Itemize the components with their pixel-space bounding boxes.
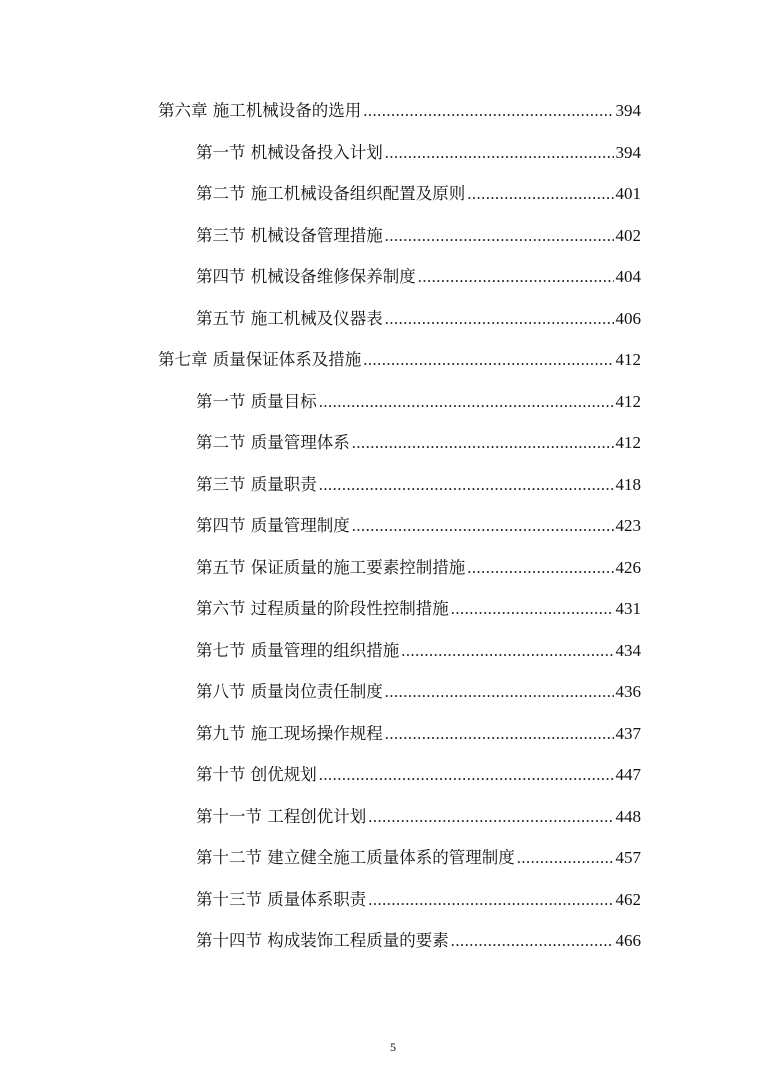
- toc-section-entry[interactable]: [158, 305, 641, 347]
- toc-section-entry[interactable]: [158, 595, 641, 637]
- toc-section-entry[interactable]: [158, 180, 641, 222]
- dot-leader: [319, 392, 614, 412]
- dot-leader: [368, 890, 613, 910]
- toc-entry-title: 第七节 质量管理的组织措施: [196, 640, 400, 660]
- dot-leader: [418, 267, 614, 287]
- toc-entry-title: 第三节 机械设备管理措施: [196, 225, 383, 245]
- dot-leader: [363, 350, 613, 370]
- toc-entry-title: 第十一节 工程创优计划: [196, 806, 367, 826]
- dot-leader: [385, 226, 614, 246]
- toc-section-entry[interactable]: [158, 388, 641, 430]
- dot-leader: [451, 599, 614, 619]
- dot-leader: [352, 433, 614, 453]
- toc-entry-page: 412: [615, 433, 641, 452]
- toc-entry-page: 457: [615, 848, 641, 867]
- toc-section-entry[interactable]: [158, 139, 641, 181]
- toc-entry-title: 第十二节 建立健全施工质量体系的管理制度: [196, 848, 515, 867]
- toc-entry-page: 437: [615, 723, 641, 743]
- dot-leader: [385, 724, 614, 744]
- toc-entry-page: 462: [615, 889, 641, 909]
- toc-entry-page: 401: [615, 184, 641, 203]
- toc-section-entry[interactable]: [158, 263, 641, 305]
- toc-entry-title: 第二节 施工机械设备组织配置及原则: [196, 184, 466, 203]
- dot-leader: [319, 765, 614, 785]
- toc-entry-page: 448: [615, 806, 641, 826]
- toc-section-entry[interactable]: [158, 222, 641, 264]
- toc-section-entry[interactable]: [158, 429, 641, 471]
- dot-leader: [319, 475, 614, 495]
- toc-entry-page: 466: [615, 931, 641, 950]
- dot-leader: [467, 558, 613, 578]
- toc-entry-title: 第十节 创优规划: [196, 765, 317, 784]
- toc-entry-title: 第九节 施工现场操作规程: [196, 723, 383, 743]
- toc-section-entry[interactable]: [158, 927, 641, 969]
- toc-entry-title: 第五节 保证质量的施工要素控制措施: [196, 557, 466, 577]
- table-of-contents: [158, 97, 641, 969]
- toc-entry-page: 412: [615, 350, 641, 369]
- toc-entry-title: 第十四节 构成装饰工程质量的要素: [196, 931, 449, 950]
- toc-section-entry[interactable]: [158, 637, 641, 679]
- toc-section-entry[interactable]: [158, 554, 641, 596]
- toc-entry-title: 第三节 质量职责: [196, 474, 317, 494]
- toc-section-entry[interactable]: [158, 761, 641, 803]
- toc-entry-title: 第二节 质量管理体系: [196, 433, 350, 452]
- dot-leader: [451, 931, 614, 951]
- toc-entry-title: 第六章 施工机械设备的选用: [158, 101, 362, 120]
- toc-section-entry[interactable]: [158, 678, 641, 720]
- dot-leader: [467, 184, 613, 204]
- dot-leader: [385, 143, 614, 163]
- toc-entry-page: 423: [615, 516, 641, 535]
- dot-leader: [401, 641, 613, 661]
- toc-entry-page: 436: [615, 682, 641, 701]
- toc-entry-page: 402: [615, 225, 641, 245]
- toc-chapter-entry[interactable]: [158, 346, 641, 388]
- toc-entry-title: 第八节 质量岗位责任制度: [196, 682, 383, 701]
- toc-entry-title: 第一节 机械设备投入计划: [196, 142, 383, 162]
- toc-section-entry[interactable]: [158, 512, 641, 554]
- toc-entry-page: 394: [615, 142, 641, 162]
- toc-entry-page: 404: [615, 267, 641, 286]
- toc-entry-page: 418: [615, 474, 641, 494]
- toc-section-entry[interactable]: [158, 886, 641, 928]
- toc-entry-page: 447: [615, 765, 641, 784]
- toc-entry-title: 第四节 机械设备维修保养制度: [196, 267, 416, 286]
- toc-chapter-entry[interactable]: [158, 97, 641, 139]
- toc-entry-title: 第一节 质量目标: [196, 391, 317, 411]
- dot-leader: [385, 309, 614, 329]
- toc-entry-title: 第六节 过程质量的阶段性控制措施: [196, 599, 449, 618]
- toc-entry-title: 第四节 质量管理制度: [196, 516, 350, 535]
- dot-leader: [368, 807, 613, 827]
- dot-leader: [352, 516, 614, 536]
- toc-entry-page: 412: [615, 391, 641, 411]
- toc-section-entry[interactable]: [158, 844, 641, 886]
- toc-section-entry[interactable]: [158, 803, 641, 845]
- toc-entry-page: 434: [615, 640, 641, 660]
- dot-leader: [363, 101, 613, 121]
- toc-entry-title: 第七章 质量保证体系及措施: [158, 350, 362, 369]
- toc-entry-page: 394: [615, 101, 641, 120]
- toc-entry-page: 431: [615, 599, 641, 618]
- toc-entry-title: 第十三节 质量体系职责: [196, 889, 367, 909]
- toc-entry-page: 426: [615, 557, 641, 577]
- page-number: 5: [390, 1040, 396, 1054]
- toc-section-entry[interactable]: [158, 471, 641, 513]
- dot-leader: [517, 848, 614, 868]
- dot-leader: [385, 682, 614, 702]
- toc-entry-title: 第五节 施工机械及仪器表: [196, 308, 383, 328]
- toc-section-entry[interactable]: [158, 720, 641, 762]
- toc-entry-page: 406: [615, 308, 641, 328]
